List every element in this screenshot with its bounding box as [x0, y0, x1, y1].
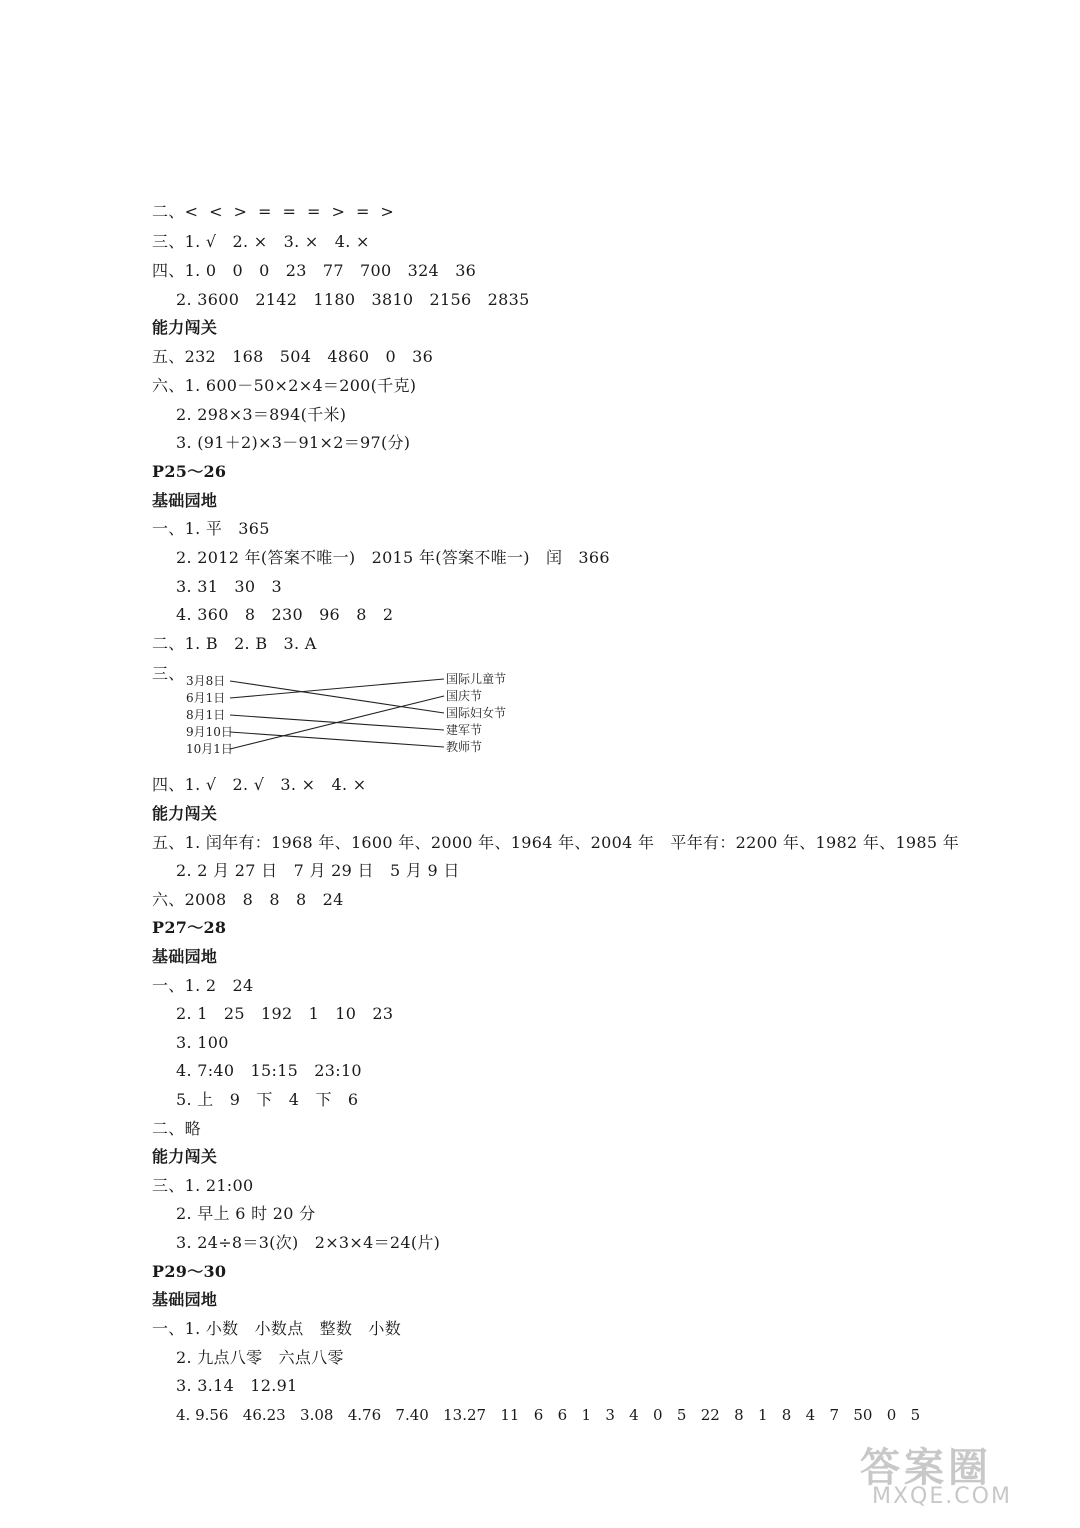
- page-range-heading: P29～30: [152, 1262, 227, 1281]
- answer-line-6: 六、2008 8 8 8 24: [152, 890, 344, 909]
- answer-line-1-4: 4. 9.56 46.23 3.08 4.76 7.40 13.27 11 6 6 1 3 4 0 5 22 8 1 8 4 7 50 0 5: [176, 1406, 921, 1424]
- festival-label: 建军节: [446, 723, 483, 737]
- watermark-logo: [840, 1432, 1040, 1512]
- answer-line-1-4: 4. 360 8 230 96 8 2: [176, 605, 394, 624]
- festival-label: 教师节: [446, 740, 483, 754]
- answer-line-6-3: 3. (91＋2)×3－91×2＝97(分): [176, 433, 411, 452]
- matching-diagram: [152, 664, 532, 756]
- answer-line-1-5: 5. 上 9 下 4 下 6: [176, 1090, 359, 1109]
- festival-label: 国庆节: [446, 689, 483, 703]
- match-line: [230, 696, 444, 749]
- festival-label: 国际儿童节: [446, 672, 507, 686]
- answer-line-4-judge: 四、1. √ 2. √ 3. × 4. ×: [152, 775, 367, 794]
- date-label: 6月1日: [186, 691, 226, 705]
- answer-line-1-2: 2. 2012 年(答案不唯一) 2015 年(答案不唯一) 闰 366: [176, 548, 610, 567]
- answer-line-1-3: 3. 100: [176, 1033, 229, 1052]
- section-heading: 能力闯关: [152, 1147, 218, 1166]
- answer-line-1-4: 4. 7:40 15:15 23:10: [176, 1061, 362, 1080]
- page-range-heading: P25～26: [152, 462, 227, 481]
- date-label: 9月10日: [186, 725, 233, 739]
- section-heading: 基础园地: [152, 947, 218, 966]
- date-label: 8月1日: [186, 708, 226, 722]
- answer-line-2: 二、略: [152, 1119, 201, 1138]
- answer-line-5: 五、232 168 504 4860 0 36: [152, 347, 434, 366]
- watermark-bottom: MXQE.COM: [872, 1484, 1012, 1509]
- answer-line-1-1: 一、1. 小数 小数点 整数 小数: [152, 1319, 402, 1338]
- answer-line-1-2: 2. 1 25 192 1 10 23: [176, 1004, 394, 1023]
- answer-line-1-1: 一、1. 2 24: [152, 976, 254, 995]
- festival-label: 国际妇女节: [446, 706, 507, 720]
- answer-line-4-2: 2. 3600 2142 1180 3810 2156 2835: [176, 290, 530, 309]
- match-line: [230, 679, 444, 698]
- answer-line-2-compare: 二、< < > = = = > = >: [152, 202, 395, 221]
- watermark-top: 答案圈: [860, 1445, 992, 1491]
- answer-line-1-3: 3. 31 30 3: [176, 577, 282, 596]
- answer-line-1-2: 2. 九点八零 六点八零: [176, 1348, 344, 1367]
- date-label: 3月8日: [186, 674, 226, 688]
- answer-line-3-2: 2. 早上 6 时 20 分: [176, 1204, 316, 1223]
- answer-line-5-2: 2. 2 月 27 日 7 月 29 日 5 月 9 日: [176, 861, 460, 880]
- answer-line-2-choice: 二、1. B 2. B 3. A: [152, 634, 317, 653]
- answer-line-3-1: 三、1. 21:00: [152, 1176, 254, 1195]
- match-line: [230, 681, 444, 713]
- match-line: [230, 732, 444, 747]
- answer-line-3-judge: 三、1. √ 2. × 3. × 4. ×: [152, 232, 370, 251]
- answer-line-3-3: 3. 24÷8＝3(次) 2×3×4＝24(片): [176, 1233, 441, 1252]
- answer-line-3-label: 三、: [152, 664, 185, 683]
- page-range-heading: P27～28: [152, 918, 227, 937]
- section-heading: 能力闯关: [152, 804, 218, 823]
- answer-line-6-1: 六、1. 600－50×2×4＝200(千克): [152, 376, 417, 395]
- answer-line-1-1: 一、1. 平 365: [152, 519, 270, 538]
- date-label: 10月1日: [186, 742, 233, 756]
- section-heading: 能力闯关: [152, 318, 218, 337]
- answer-line-4-1: 四、1. 0 0 0 23 77 700 324 36: [152, 261, 477, 280]
- answer-line-1-3: 3. 3.14 12.91: [176, 1376, 298, 1395]
- answer-line-5-1: 五、1. 闰年有：1968 年、1600 年、2000 年、1964 年、2004 年 平年有：2200 年、1982 年、1985 年: [152, 833, 960, 852]
- section-heading: 基础园地: [152, 1290, 218, 1309]
- answer-line-6-2: 2. 298×3＝894(千米): [176, 405, 347, 424]
- section-heading: 基础园地: [152, 491, 218, 510]
